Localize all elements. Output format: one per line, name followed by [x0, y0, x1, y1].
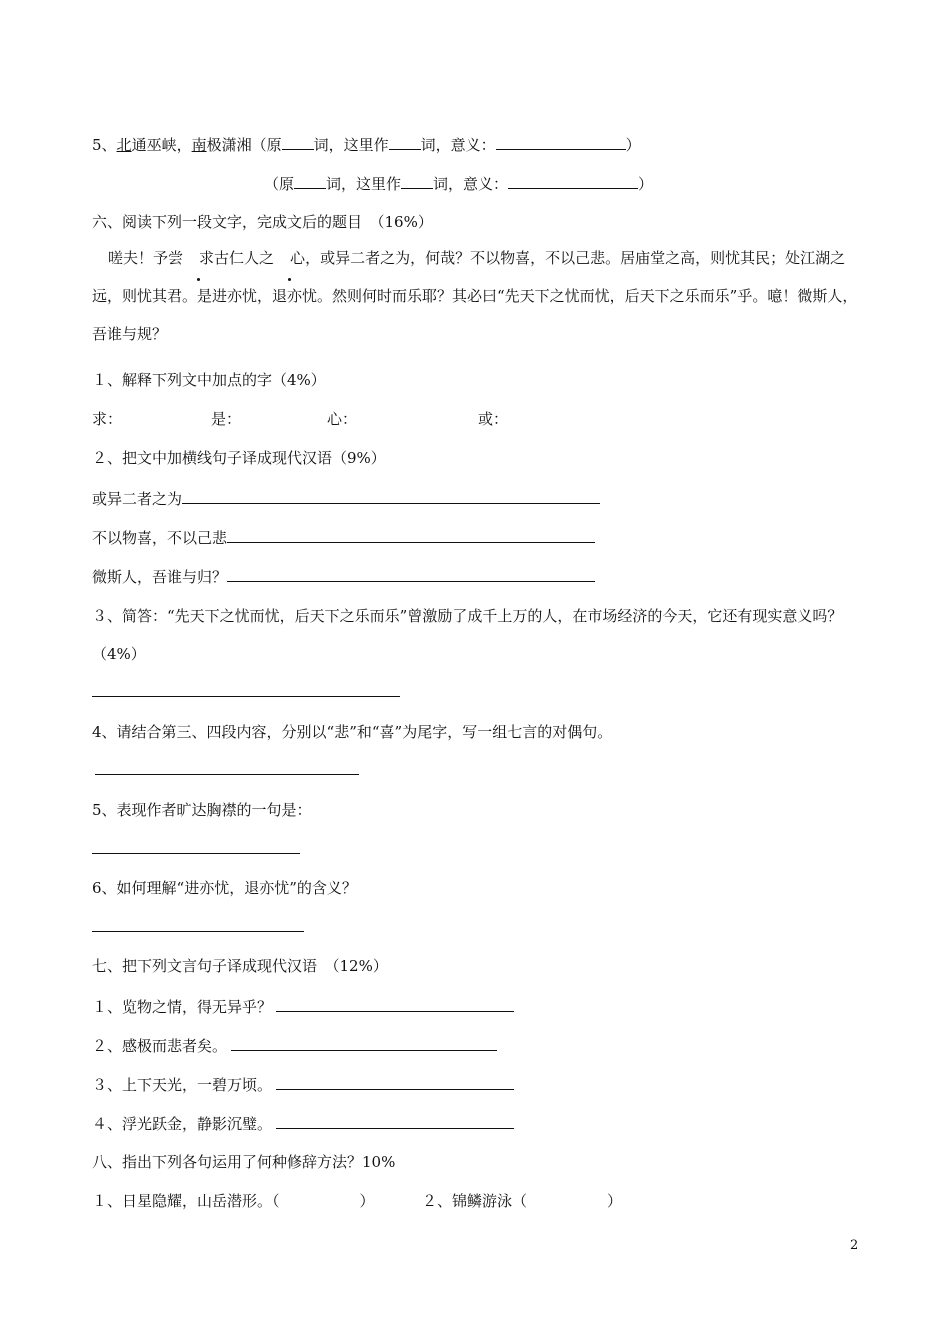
underlined-word: 南 [191, 136, 207, 154]
text: ） [359, 1192, 375, 1210]
translate-item [92, 1035, 497, 1056]
translate-item [92, 996, 514, 1017]
answer-line[interactable] [276, 996, 514, 1012]
q1-prompt: １、解释下列文中加点的字（4%） [92, 371, 326, 389]
q6-prompt: 6、如何理解“进亦忧，退亦忧”的含义？ [92, 879, 357, 897]
page-number: 2 [850, 1238, 859, 1253]
term-xin: 心： [327, 410, 358, 428]
text: ３、上下天光，一碧万顷。 [92, 1076, 273, 1094]
text: 词，这里作 [326, 175, 402, 193]
translate-item [92, 488, 600, 509]
dotted-char: 心 [274, 239, 305, 277]
blank[interactable] [389, 134, 421, 150]
dotted-char: 求 [183, 239, 214, 277]
answer-line[interactable] [92, 931, 304, 932]
q5b-prompt: 5、表现作者旷达胸襟的一句是： [92, 801, 312, 819]
reading-passage [92, 239, 862, 353]
text: （原 [264, 175, 295, 193]
answer-line[interactable] [95, 774, 359, 775]
text: １、日星隐耀，山岳潜形。（ [92, 1192, 280, 1210]
blank[interactable] [401, 173, 433, 189]
text: 极潇湘（原 [206, 136, 282, 154]
q5-line [92, 134, 641, 155]
text: ，或异二者之为，何哉？不以物喜，不以己悲。居庙堂之高，则忧其民；处江湖之远，则忧其君。是进亦忧，退亦忧。然则何时而乐耶？其必曰“先天下之忧而忧，后天下之乐而乐”乎。噫！微斯人，吾谁与规？ [92, 249, 858, 343]
text: ２、感极而悲者矣。 [92, 1037, 228, 1055]
answer-line[interactable] [276, 1074, 514, 1090]
section-8-heading: 八、指出下列各句运用了何种修辞方法？10% [92, 1153, 396, 1171]
q5-line-2 [264, 173, 653, 194]
term-huo: 或： [478, 410, 509, 428]
answer-line[interactable] [182, 488, 600, 504]
answer-line[interactable] [92, 853, 300, 854]
text: 或异二者之为 [92, 490, 183, 508]
text: 词，意义： [420, 136, 496, 154]
text: １、览物之情，得无异乎？ [92, 998, 273, 1016]
translate-item [92, 1113, 514, 1134]
text: ） [625, 136, 641, 154]
answer-line[interactable] [231, 1035, 497, 1051]
q4-prompt: 4、请结合第三、四段内容，分别以“悲”和“喜”为尾字，写一组七言的对偶句。 [92, 723, 613, 741]
text: 古仁人之 [214, 249, 275, 267]
text: 词，这里作 [313, 136, 389, 154]
blank[interactable] [294, 173, 326, 189]
underlined-word: 北 [116, 136, 132, 154]
term-shi: 是： [211, 410, 242, 428]
section-6-heading: 六、阅读下列一段文字，完成文后的题目 （16%） [92, 213, 433, 231]
q5-number: 5、 [92, 136, 117, 154]
q3-prompt: ３、简答：“先天下之忧而忧，后天下之乐而乐”曾激励了成千上万的人，在市场经济的今天，它还有现实意义吗？（4%） [92, 607, 843, 663]
translate-item [92, 566, 595, 587]
answer-line[interactable] [227, 527, 595, 543]
text: 通巫峡， [131, 136, 192, 154]
answer-line[interactable] [92, 696, 400, 697]
section-7-heading: 七、把下列文言句子译成现代汉语 （12%） [92, 957, 388, 975]
rhetoric-item [422, 1191, 622, 1211]
translate-item [92, 1074, 514, 1095]
text: ４、浮光跃金，静影沉璧。 [92, 1115, 273, 1133]
text: 词，意义： [433, 175, 509, 193]
text: 嗟夫！予尝 [108, 249, 184, 267]
translate-item [92, 527, 595, 548]
rhetoric-item [92, 1191, 375, 1211]
text: ） [607, 1192, 623, 1210]
text: ２、锦鳞游泳（ [422, 1192, 528, 1210]
answer-line[interactable] [276, 1113, 514, 1129]
text: 不以物喜，不以己悲 [92, 529, 228, 547]
text: 微斯人，吾谁与归？ [92, 568, 228, 586]
q2-prompt: ２、把文中加横线句子译成现代汉语（9%） [92, 449, 386, 467]
answer-line[interactable] [227, 566, 595, 582]
blank[interactable] [282, 134, 314, 150]
term-qiu: 求： [92, 410, 123, 428]
blank[interactable] [508, 173, 638, 189]
text: ） [638, 175, 654, 193]
blank[interactable] [496, 134, 626, 150]
